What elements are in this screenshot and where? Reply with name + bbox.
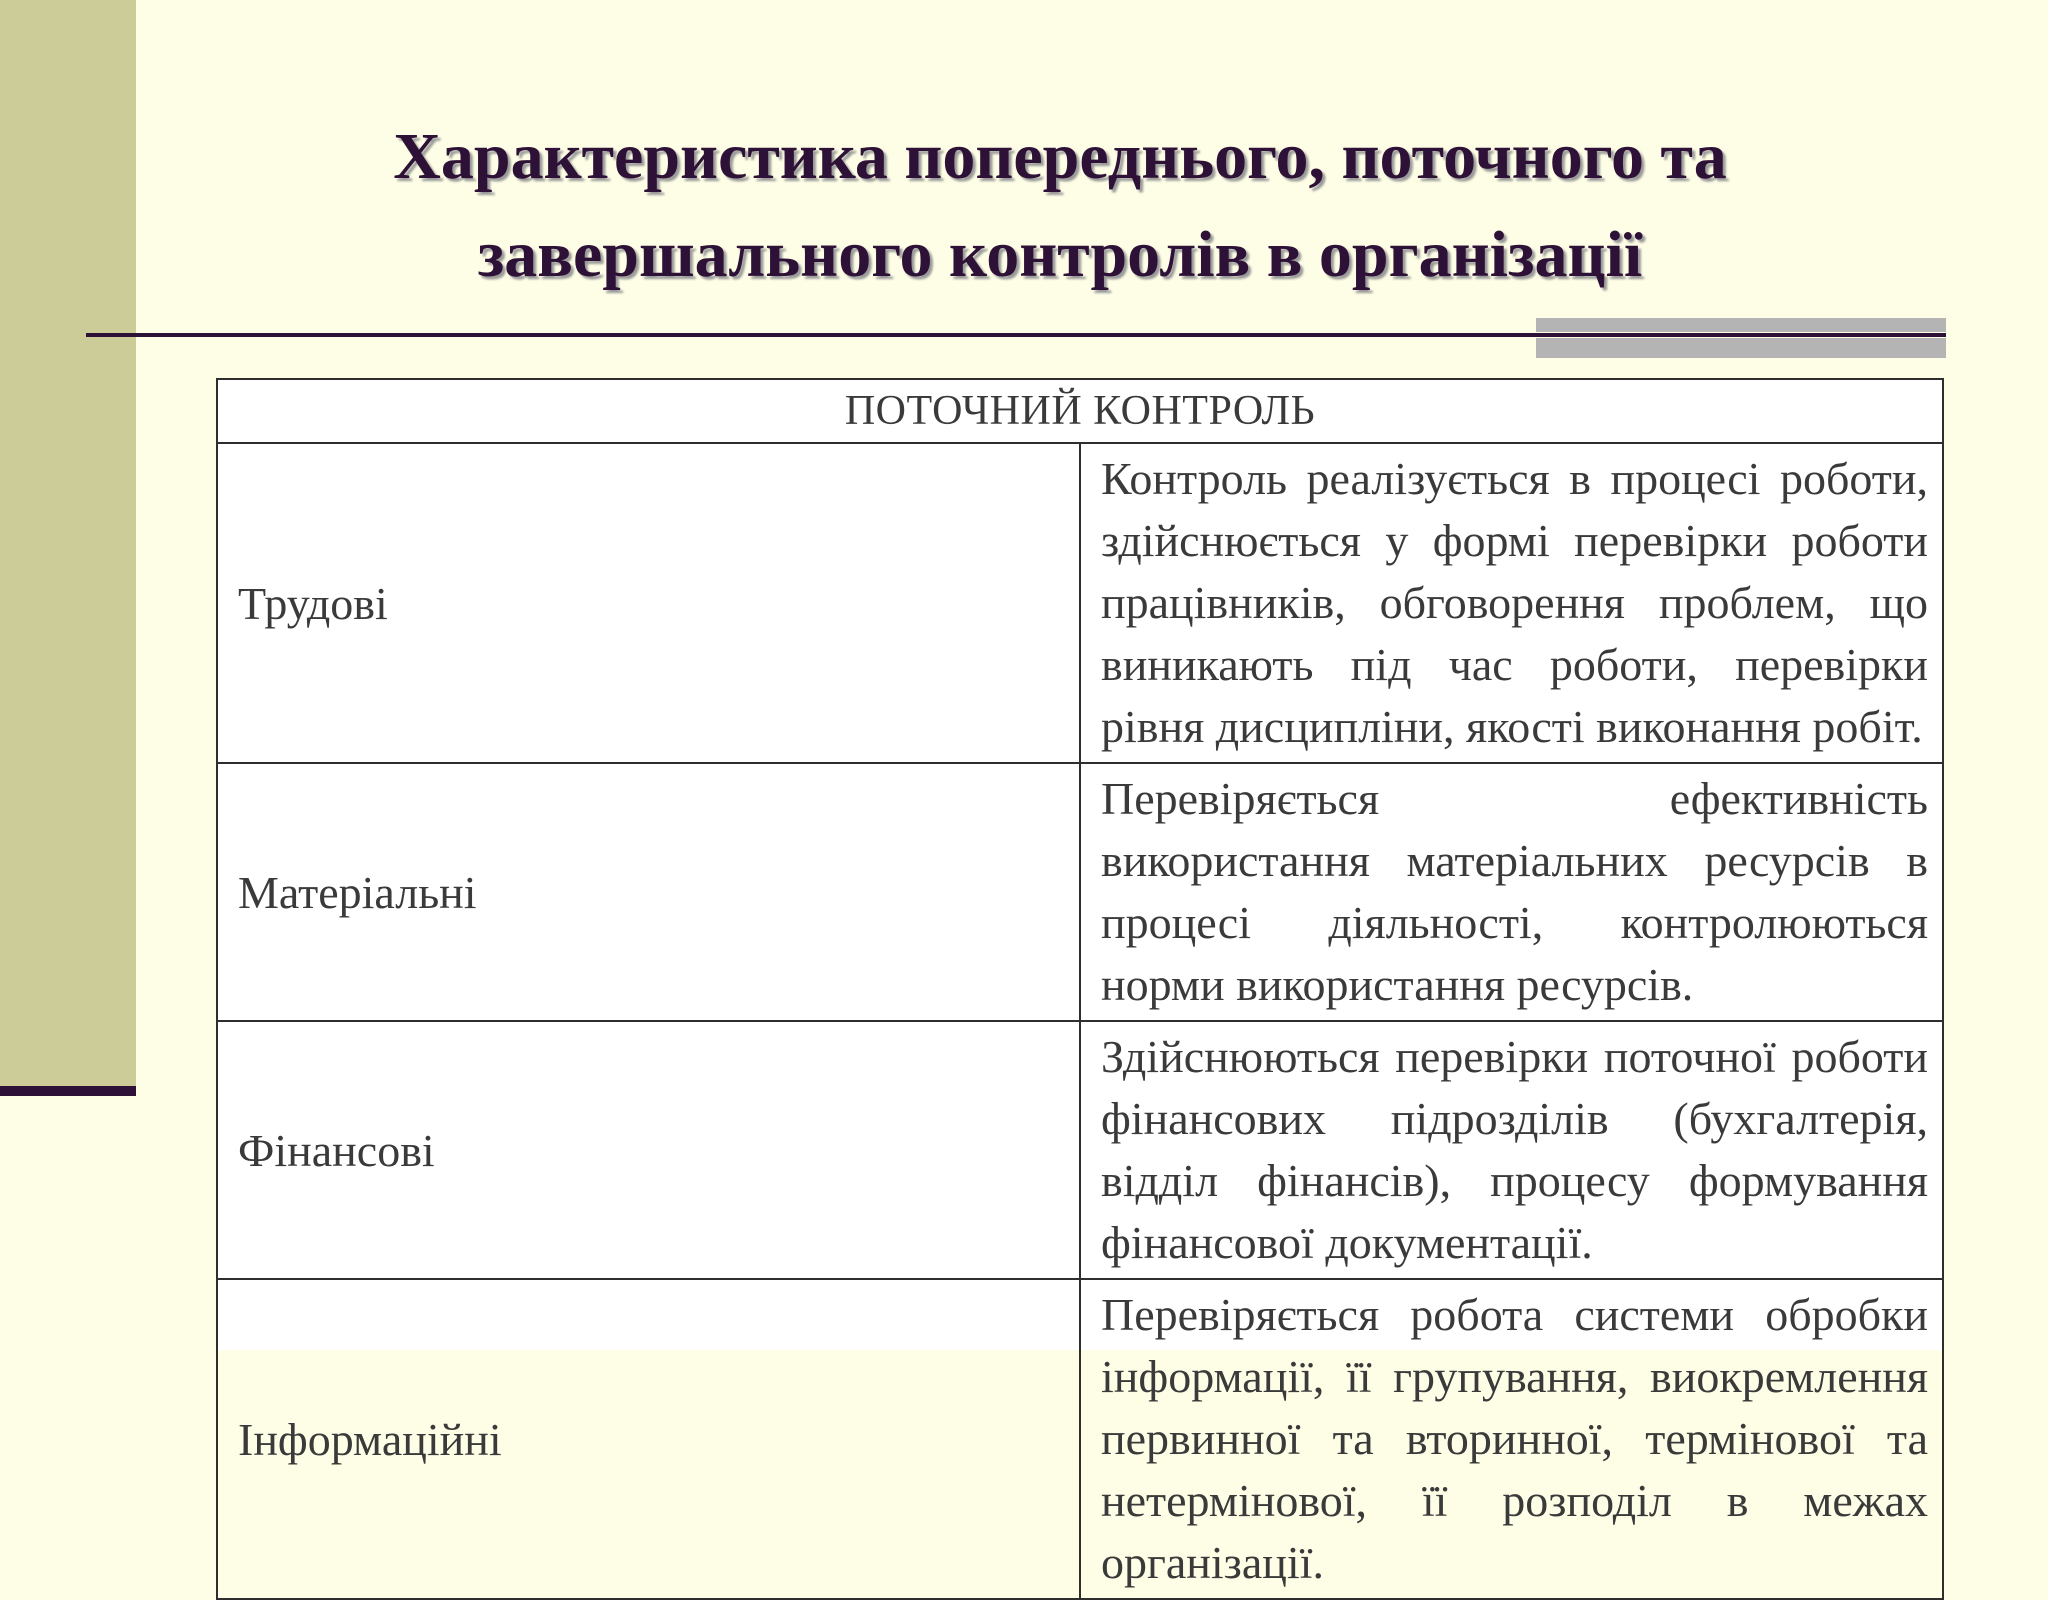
row-description: Перевіряється робота системи обробки інформації, її групування, виокремлення первинної та вторинної, термінової та нетермінової, її розподіл в межах організації. bbox=[1080, 1279, 1943, 1599]
table-header: ПОТОЧНИЙ КОНТРОЛЬ bbox=[217, 379, 1943, 443]
slide-title-line-1: Характеристика попереднього, поточного та bbox=[393, 120, 1727, 193]
table-row bbox=[217, 1021, 1943, 1279]
row-category: Фінансові bbox=[217, 1021, 1080, 1279]
table-header-row bbox=[217, 379, 1943, 443]
row-category: Трудові bbox=[217, 443, 1080, 763]
table-row bbox=[217, 763, 1943, 1021]
slide-title-line-2: завершального контролів в організації bbox=[477, 218, 1643, 291]
row-description: Здійснюються перевірки поточної роботи фінансових підрозділів (бухгалтерія, відділ фінансів), процесу формування фінансової документації. bbox=[1080, 1021, 1943, 1279]
table-row bbox=[217, 1279, 1943, 1599]
row-category: Інформаційні bbox=[217, 1279, 1080, 1599]
row-description: Перевіряється ефективність використання матеріальних ресурсів в процесі діяльності, контролюються норми використання ресурсів. bbox=[1080, 763, 1943, 1021]
row-category: Матеріальні bbox=[217, 763, 1080, 1021]
rule-grey-accent-top bbox=[1536, 318, 1946, 332]
slide-title bbox=[210, 108, 1910, 304]
row-description: Контроль реалізується в процесі роботи, здійснюється у формі перевірки роботи працівників, обговорення проблем, що виникають під час роботи, перевірки рівня дисципліни, якості виконання робіт. bbox=[1080, 443, 1943, 763]
rule-grey-accent-bottom bbox=[1536, 338, 1946, 358]
table-row bbox=[217, 443, 1943, 763]
title-divider-line bbox=[86, 333, 1946, 337]
sidebar-base-line bbox=[0, 1086, 136, 1096]
control-table bbox=[216, 378, 1944, 1600]
control-table-container bbox=[216, 378, 1944, 1588]
sidebar-decoration bbox=[0, 0, 136, 1088]
